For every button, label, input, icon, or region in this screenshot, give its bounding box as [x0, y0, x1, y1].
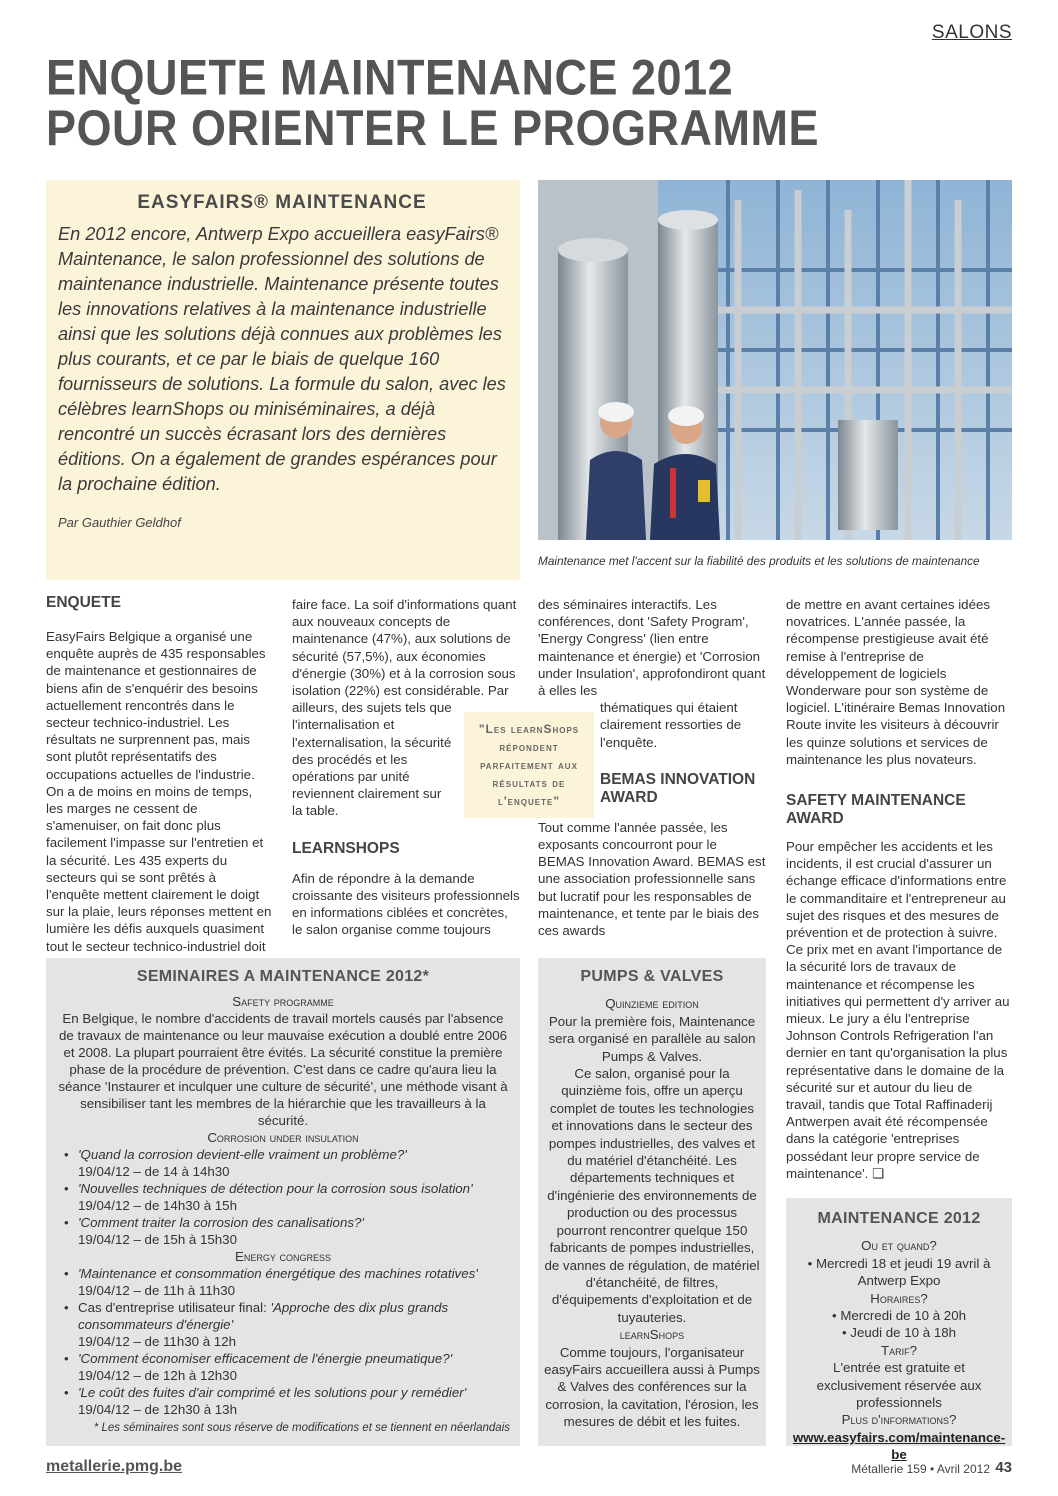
title-line-1: ENQUETE MAINTENANCE 2012: [46, 48, 734, 106]
article-column-4: [786, 596, 1012, 1182]
col3-text-b: thématiques qui étaient clairement ressorties de l'enquête.: [600, 700, 742, 750]
heading-safety-award: SAFETY MAINTENANCE AWARD: [786, 792, 966, 828]
info-question-where: Ou et quand?: [861, 1238, 937, 1254]
info-answer-where-1: • Mercredi 18 et jeudi 19 avril à: [807, 1255, 991, 1271]
energy-heading: Energy congress: [234, 1249, 332, 1264]
pumps-subheading-learnshops: learnShops: [619, 1327, 685, 1343]
maintenance-info-title: MAINTENANCE 2012: [817, 1210, 981, 1227]
intro-author: Par Gauthier Geldhof: [58, 515, 181, 530]
pumps-subheading-edition: Quinzieme edition: [605, 996, 699, 1012]
pumps-text-3: Comme toujours, l'organisateur easyFairs accueillera aussi à Pumps & Valves des conférences sur la corrosion, la cavitation, l'érosion, les mesures de débit et les fuites.: [544, 1344, 760, 1430]
pumps-valves-box: [538, 958, 766, 1446]
photo-illustration: [538, 180, 1012, 540]
list-item: • 'Quand la corrosion devient-elle vraiment un problème?' 19/04/12 – de 14 à 14h30: [64, 1147, 407, 1179]
seminars-title: SEMINAIRES A MAINTENANCE 2012*: [136, 968, 430, 985]
learnshops-text: Afin de répondre à la demande croissante des visiteurs professionnels en informations ciblées et concrètes, le salon organise comme toujours: [292, 870, 520, 938]
info-question-price: Tarif?: [880, 1342, 918, 1358]
heading-learnshops: LEARNSHOPS: [292, 839, 400, 857]
list-item: • 'Comment économiser efficacement de l'énergie pneumatique?' 19/04/12 – de 12h à 12h30: [64, 1351, 453, 1383]
col2-text-a: faire face. La soif d'informations quant aux nouveaux concepts de maintenance (47%), aux solutions de sécurité (57,5%), aux économies d'énergie (30%) et à la corrosion sous isolation (22%) est considérable. Par ailleurs, des sujets tels que: [292, 597, 517, 716]
col4-text-a: de mettre en avant certaines idées novatrices. L'année passée, la récompense prestigieuse avait été remise à l'entreprise de développement de logiciels Wonderware pour son système de logiciel. L'itinéraire Bemas Innovation Route invite les visiteurs à découvrir les quinze solutions et services de maintenance les plus novateurs.: [786, 597, 1006, 767]
pumps-text-2: Ce salon, organisé pour la quinzième fois, offre un aperçu complet de toutes les technologies et innovations dans le secteur des pompes industrielles, des valves et du matériel d'étanchéité. Les départements techniques et d'ingénierie des environnements de production ou des processus pourront rencontrer quelque 150 fabricants de pompes industrielles, de vannes de régulation, de matériel d'étanchéité, de filtres, d'équipements d'exploitation et de tuyauteries.: [544, 1066, 760, 1325]
page-number: 43: [995, 1459, 1012, 1476]
col3-text-a: des séminaires interactifs. Les conférences, dont 'Safety Program', 'Energy Congress' (lien entre maintenance et énergie) et 'Corrosion under Insulation', approfondiront quant à elles les: [538, 597, 766, 699]
pull-quote: "Les learnShops répondent parfaitement aux résultats de l'enquete": [464, 712, 594, 818]
section-tag: SALONS: [931, 22, 1012, 43]
info-answer-hours-1: • Mercredi de 10 à 20h: [831, 1308, 966, 1324]
end-mark-icon: ❏: [872, 1165, 884, 1181]
list-item: • 'Nouvelles techniques de détection pour la corrosion sous isolation' 19/04/12 – de 14h30 à 15h: [64, 1181, 473, 1213]
footer-website-link[interactable]: metallerie.pmg.be: [46, 1458, 183, 1475]
info-answer-price: L'entrée est gratuite et exclusivement réservée aux professionnels: [816, 1360, 982, 1411]
seminars-box: [46, 958, 520, 1446]
list-item: • 'Maintenance et consommation énergétique des machines rotatives' 19/04/12 – de 11h à 11h30: [64, 1266, 478, 1298]
info-question-more: Plus d'informations?: [841, 1412, 957, 1428]
pumps-title: PUMPS & VALVES: [580, 968, 724, 985]
info-answer-hours-2: • Jeudi de 10 à 18h: [841, 1325, 957, 1341]
pumps-text-1: Pour la première fois, Maintenance sera organisé en parallèle au salon Pumps & Valves.: [548, 1013, 756, 1064]
article-column-3: [538, 596, 766, 939]
safety-award-body: Pour empêcher les accidents et les incidents, il est crucial d'assurer un échange efficace d'informations entre le commanditaire et l'entrepreneur au sujet des risques et des mesures de prévention et de protection à suivre. Ce prix met en avant l'importance de la sécurité lors de travaux de maintenance et récompense les initiatives qui permettent d'y arriver au mieux. Le jury a élu l'entreprise Johnson Controls Refrigeration l'an dernier en tant qu'organisation la plus représentative dans le domaine de la sécurité sur et autour du lieu de travail, tandis que Total Raffinaderij Antwerpen avait été récompensée dans la catégorie 'entreprises possédant leur propre service de maintenance'.: [786, 839, 1010, 1181]
info-question-hours: Horaires?: [870, 1290, 928, 1306]
page-title: [46, 48, 1006, 157]
heading-bemas: BEMAS INNOVATION AWARD: [600, 770, 756, 806]
intro-text: En 2012 encore, Antwerp Expo accueillera easyFairs® Maintenance, le salon professionnel des solutions de maintenance industrielle. Maintenance présente toutes les innovations relatives à la maintenance industrielle ainsi que les solutions déjà connues aux problèmes les plus courants, et ce par le biais de quelque 160 fournisseurs de solutions. La formule du salon, avec les célèbres learnShops ou miniséminaires, a déjà rencontré un succès écrasant lors des dernières éditions. On a également de grandes espérances pour la prochaine édition.: [58, 224, 506, 494]
intro-box: [46, 180, 520, 580]
info-answer-where-2: Antwerp Expo: [857, 1273, 941, 1289]
list-item: • 'Comment traiter la corrosion des canalisations?' 19/04/12 – de 15h à 15h30: [64, 1215, 364, 1247]
heading-enquete: ENQUETE: [46, 594, 121, 611]
article-column-1: [46, 594, 272, 955]
safety-programme-heading: Safety programme: [232, 994, 334, 1009]
bemas-text: Tout comme l'année passée, les exposants concourront pour le BEMAS Innovation Award. BEMAS est une association professionnelle sans but lucratif pour les responsables de maintenance, et tente par le biais des ces awards: [538, 819, 766, 939]
col2-text-b: l'internalisation et l'externalisation, la sécurité des procédés et les opérations par unité reviennent clairement sur la table.: [292, 717, 452, 819]
enquete-text: EasyFairs Belgique a organisé une enquête auprès de 435 responsables de maintenance et gestionnaires de biens afin de s'enquérir des besoins actuellement rencontrés dans le secteur technico-industriel. Les résultats ne surprennent pas, mais sont plutôt représentatifs des occupations actuelles de l'industrie. On a de moins en moins de temps, les marges ne cessent de s'amenuiser, on fait donc plus facilement l'impasse sur l'entretien et la sécurité. Les 435 experts du secteurs qui se sont prêtés à l'enquête mettent clairement le doigt sur la plaie, leurs réponses mettent en lumière les défis auxquels quasiment tout le secteur technico-industriel doit: [46, 629, 272, 954]
maintenance-info-box: [786, 1198, 1012, 1463]
safety-award-text: [786, 838, 1012, 1182]
intro-heading: EASYFAIRS® MAINTENANCE: [137, 192, 427, 213]
corrosion-list: [56, 1146, 510, 1248]
photo-caption: Maintenance met l'accent sur la fiabilité des produits et les solutions de maintenance: [538, 554, 980, 568]
seminars-note: * Les séminaires sont sous réserve de modifications et se tiennent en néerlandais: [93, 1422, 510, 1434]
easyfairs-link[interactable]: www.easyfairs.com/maintenance-be: [792, 1429, 1006, 1463]
energy-list: [56, 1265, 510, 1418]
title-line-2: POUR ORIENTER LE PROGRAMME: [46, 99, 820, 157]
list-item: • 'Le coût des fuites d'air comprimé et les solutions pour y remédier' 19/04/12 – de 12h30 à 13h: [64, 1385, 467, 1417]
list-item: • Cas d'entreprise utilisateur final: 'Approche des dix plus grands consommateurs d'énergie' 19/04/12 – de 11h30 à 12h: [64, 1300, 449, 1349]
footer-issue: Métallerie 159 • Avril 2012: [851, 1462, 990, 1476]
safety-programme-text: En Belgique, le nombre d'accidents de travail mortels causés par l'absence de travaux de maintenance ou leur mauvaise exécution a doublé entre 2006 et 2008. La plupart pourraient être évités. La sécurité constitue la première phase de la procédure de prévention. C'est dans ce cadre qu'aura lieu la séance 'Instaurer et inculquer une culture de sécurité', une méthode visant à sensibiliser tant les membres de la hiérarchie que les travailleurs à la sécurité.: [58, 1011, 508, 1128]
corrosion-heading: Corrosion under insulation: [207, 1130, 359, 1145]
industrial-plant-photo: [538, 180, 1012, 540]
